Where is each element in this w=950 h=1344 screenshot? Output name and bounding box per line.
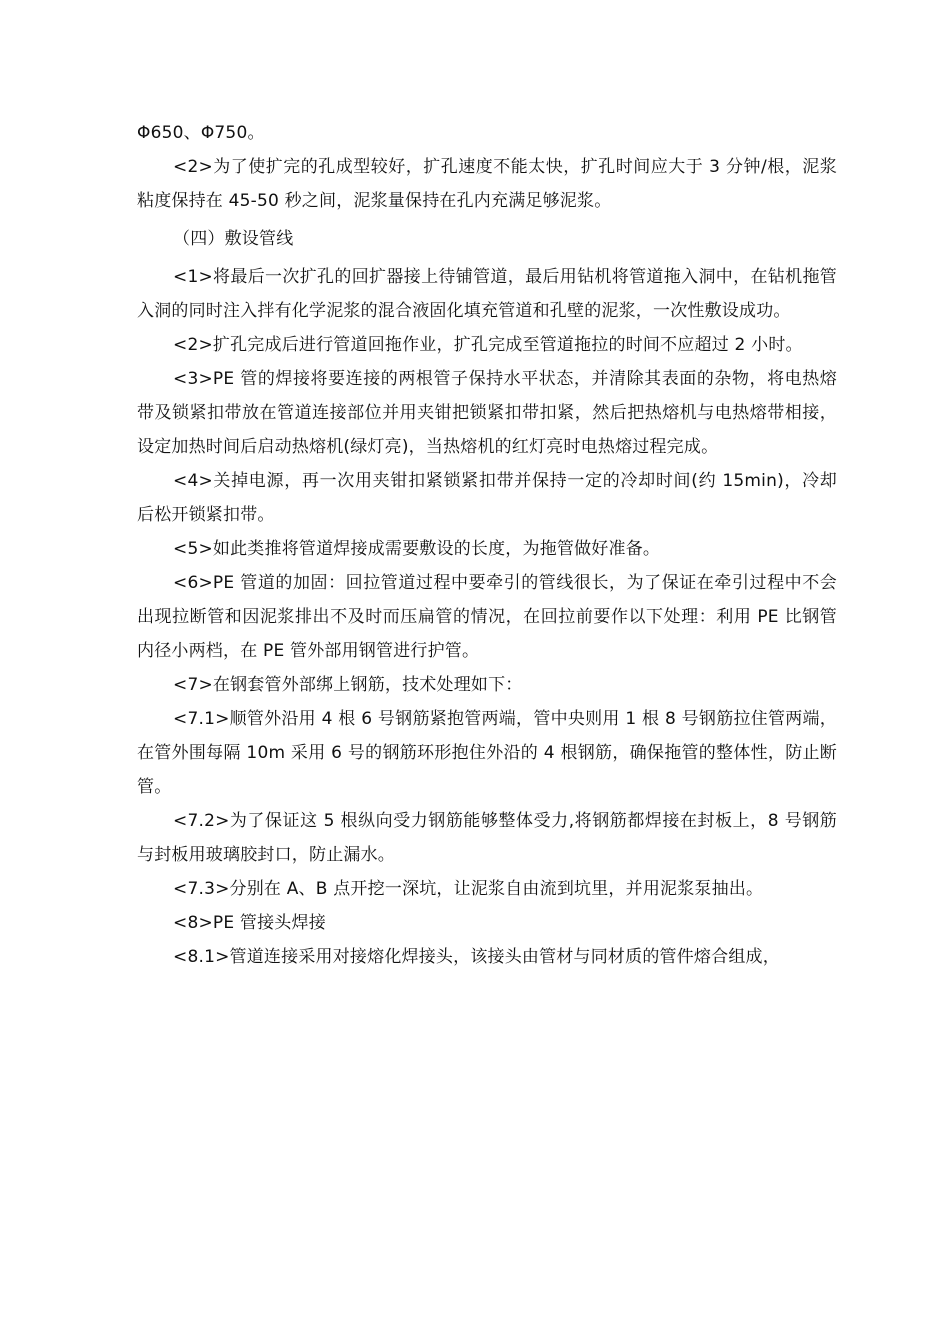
paragraph-item-2b: <2>扩孔完成后进行管道回拖作业，扩孔完成至管道拖拉的时间不应超过 2 小时。 <box>173 335 803 355</box>
paragraph-item-7: <7>在钢套管外部绑上钢筋，技术处理如下： <box>173 675 523 695</box>
paragraph-item-8: <8>PE 管接头焊接 <box>173 913 326 933</box>
paragraph-item-2: <2>为了使扩完的孔成型较好，扩孔速度不能太快，扩孔时间应大于 3 分钟/根，泥浆粘度保持在 45-50 秒之间，泥浆量保持在孔内充满足够泥浆。 <box>137 157 837 211</box>
paragraph-item-6: <6>PE 管道的加固：回拉管道过程中要牵引的管线很长，为了保证在牵引过程中不会出现拉断管和因泥浆排出不及时而压扁管的情况，在回拉前要作以下处理：利用 PE 比钢管内径小两档，在 PE 管外部用钢管进行护管。 <box>137 573 837 661</box>
paragraph-item-8-1: <8.1>管道连接采用对接熔化焊接头，该接头由管材与同材质的管件熔合组成， <box>173 947 780 967</box>
paragraph-item-3: <3>PE 管的焊接将要连接的两根管子保持水平状态，并清除其表面的杂物，将电热熔带及锁紧扣带放在管道连接部位并用夹钳把锁紧扣带扣紧，然后把热熔机与电热熔带相接，设定加热时间后启动热熔机(绿灯亮)，当热熔机的红灯亮时电热熔过程完成。 <box>137 369 837 457</box>
paragraph-continuation: Φ650、Φ750。 <box>137 123 265 143</box>
paragraph-item-5: <5>如此类推将管道焊接成需要敷设的长度，为拖管做好准备。 <box>173 539 661 559</box>
paragraph-item-1: <1>将最后一次扩孔的回扩器接上待铺管道，最后用钻机将管道拖入洞中，在钻机拖管入洞的同时注入拌有化学泥浆的混合液固化填充管道和孔壁的泥浆，一次性敷设成功。 <box>137 267 837 321</box>
paragraph-item-4: <4>关掉电源，再一次用夹钳扣紧锁紧扣带并保持一定的冷却时间(约 15min)，冷却后松开锁紧扣带。 <box>137 471 837 525</box>
paragraph-item-7-3: <7.3>分别在 A、B 点开挖一深坑，让泥浆自由流到坑里，并用泥浆泵抽出。 <box>173 879 764 899</box>
paragraph-item-7-2: <7.2>为了保证这 5 根纵向受力钢筋能够整体受力,将钢筋都焊接在封板上，8 号钢筋与封板用玻璃胶封口，防止漏水。 <box>137 811 837 865</box>
document-page <box>137 116 837 974</box>
section-heading: （四）敷设管线 <box>173 229 294 249</box>
paragraph-item-7-1: <7.1>顺管外沿用 4 根 6 号钢筋紧抱管两端，管中央则用 1 根 8 号钢筋拉住管两端，在管外围每隔 10m 采用 6 号的钢筋环形抱住外沿的 4 根钢筋，确保拖管的整体性，防止断管。 <box>137 709 837 797</box>
